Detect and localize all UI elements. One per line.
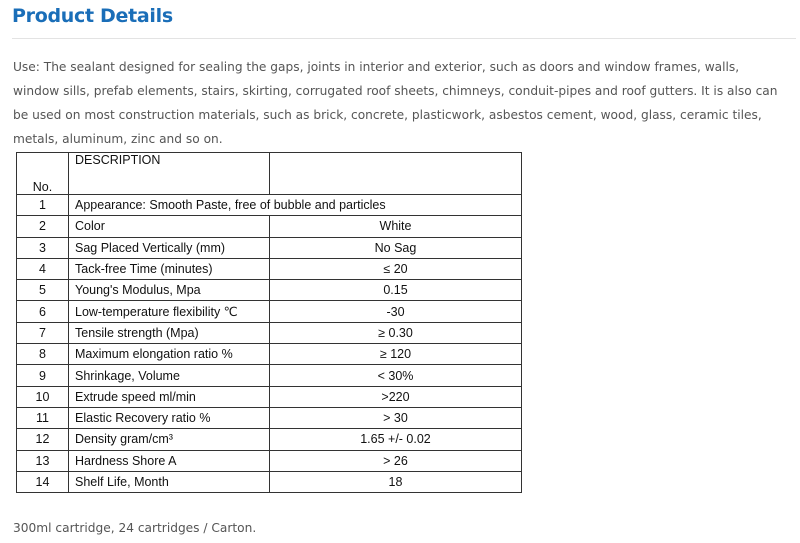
table-row [17, 471, 522, 492]
row-description: Extrude speed ml/min [69, 386, 270, 407]
row-number: 13 [17, 450, 69, 471]
table-row [17, 322, 522, 343]
row-number: 14 [17, 471, 69, 492]
table-row [17, 280, 522, 301]
row-value: > 30 [270, 407, 522, 428]
row-number: 4 [17, 258, 69, 279]
table-row [17, 258, 522, 279]
row-number: 1 [17, 195, 69, 216]
header-value [270, 153, 522, 195]
row-value: 1.65 +/- 0.02 [270, 429, 522, 450]
row-value: > 26 [270, 450, 522, 471]
header-no: No. [17, 153, 69, 195]
row-value: < 30% [270, 365, 522, 386]
row-number: 10 [17, 386, 69, 407]
table-row [17, 429, 522, 450]
table-row [17, 344, 522, 365]
row-description: Elastic Recovery ratio % [69, 407, 270, 428]
usage-paragraph: Use: The sealant designed for sealing the gaps, joints in interior and exterior, such as doors and window frames, walls, window sills, prefab elements, stairs, skirting, corrugated roof sheets, chimneys, conduit-pipes and roof gutters. It is also can be used on most construction materials, such as brick, concrete, plasticwork, asbestos cement, wood, glass, ceramic tiles, metals, aluminum, zinc and so on. [13, 60, 778, 146]
row-number: 12 [17, 429, 69, 450]
row-value: ≤ 20 [270, 258, 522, 279]
row-description: Maximum elongation ratio % [69, 344, 270, 365]
row-description: Tack-free Time (minutes) [69, 258, 270, 279]
row-value: White [270, 216, 522, 237]
row-number: 7 [17, 322, 69, 343]
row-value: 18 [270, 471, 522, 492]
page-title: Product Details [12, 5, 173, 27]
row-description: Sag Placed Vertically (mm) [69, 237, 270, 258]
table-row [17, 365, 522, 386]
header-description: DESCRIPTION [69, 153, 270, 195]
row-number: 5 [17, 280, 69, 301]
spec-table [16, 152, 522, 493]
row-number: 6 [17, 301, 69, 322]
table-row [17, 407, 522, 428]
row-value: ≥ 0.30 [270, 322, 522, 343]
row-number: 8 [17, 344, 69, 365]
table-row [17, 237, 522, 258]
table-row [17, 195, 522, 216]
packing-info: 300ml cartridge, 24 cartridges / Carton. [13, 521, 257, 535]
row-description: Shrinkage, Volume [69, 365, 270, 386]
title-divider [12, 38, 796, 39]
row-number: 3 [17, 237, 69, 258]
table-row [17, 301, 522, 322]
row-number: 9 [17, 365, 69, 386]
table-row [17, 450, 522, 471]
row-value: ≥ 120 [270, 344, 522, 365]
row-description: Shelf Life, Month [69, 471, 270, 492]
row-value: 0.15 [270, 280, 522, 301]
table-row [17, 386, 522, 407]
row-description: Tensile strength (Mpa) [69, 322, 270, 343]
row-number: 2 [17, 216, 69, 237]
row-description: Density gram/cm³ [69, 429, 270, 450]
row-value: No Sag [270, 237, 522, 258]
table-header-row [17, 153, 522, 195]
row-description: Young's Modulus, Mpa [69, 280, 270, 301]
row-value: >220 [270, 386, 522, 407]
row-description: Hardness Shore A [69, 450, 270, 471]
row-number: 11 [17, 407, 69, 428]
row-description: Color [69, 216, 270, 237]
row-value: -30 [270, 301, 522, 322]
table-row [17, 216, 522, 237]
row-description: Appearance: Smooth Paste, free of bubble and particles [69, 195, 522, 216]
row-description: Low-temperature flexibility ℃ [69, 301, 270, 322]
